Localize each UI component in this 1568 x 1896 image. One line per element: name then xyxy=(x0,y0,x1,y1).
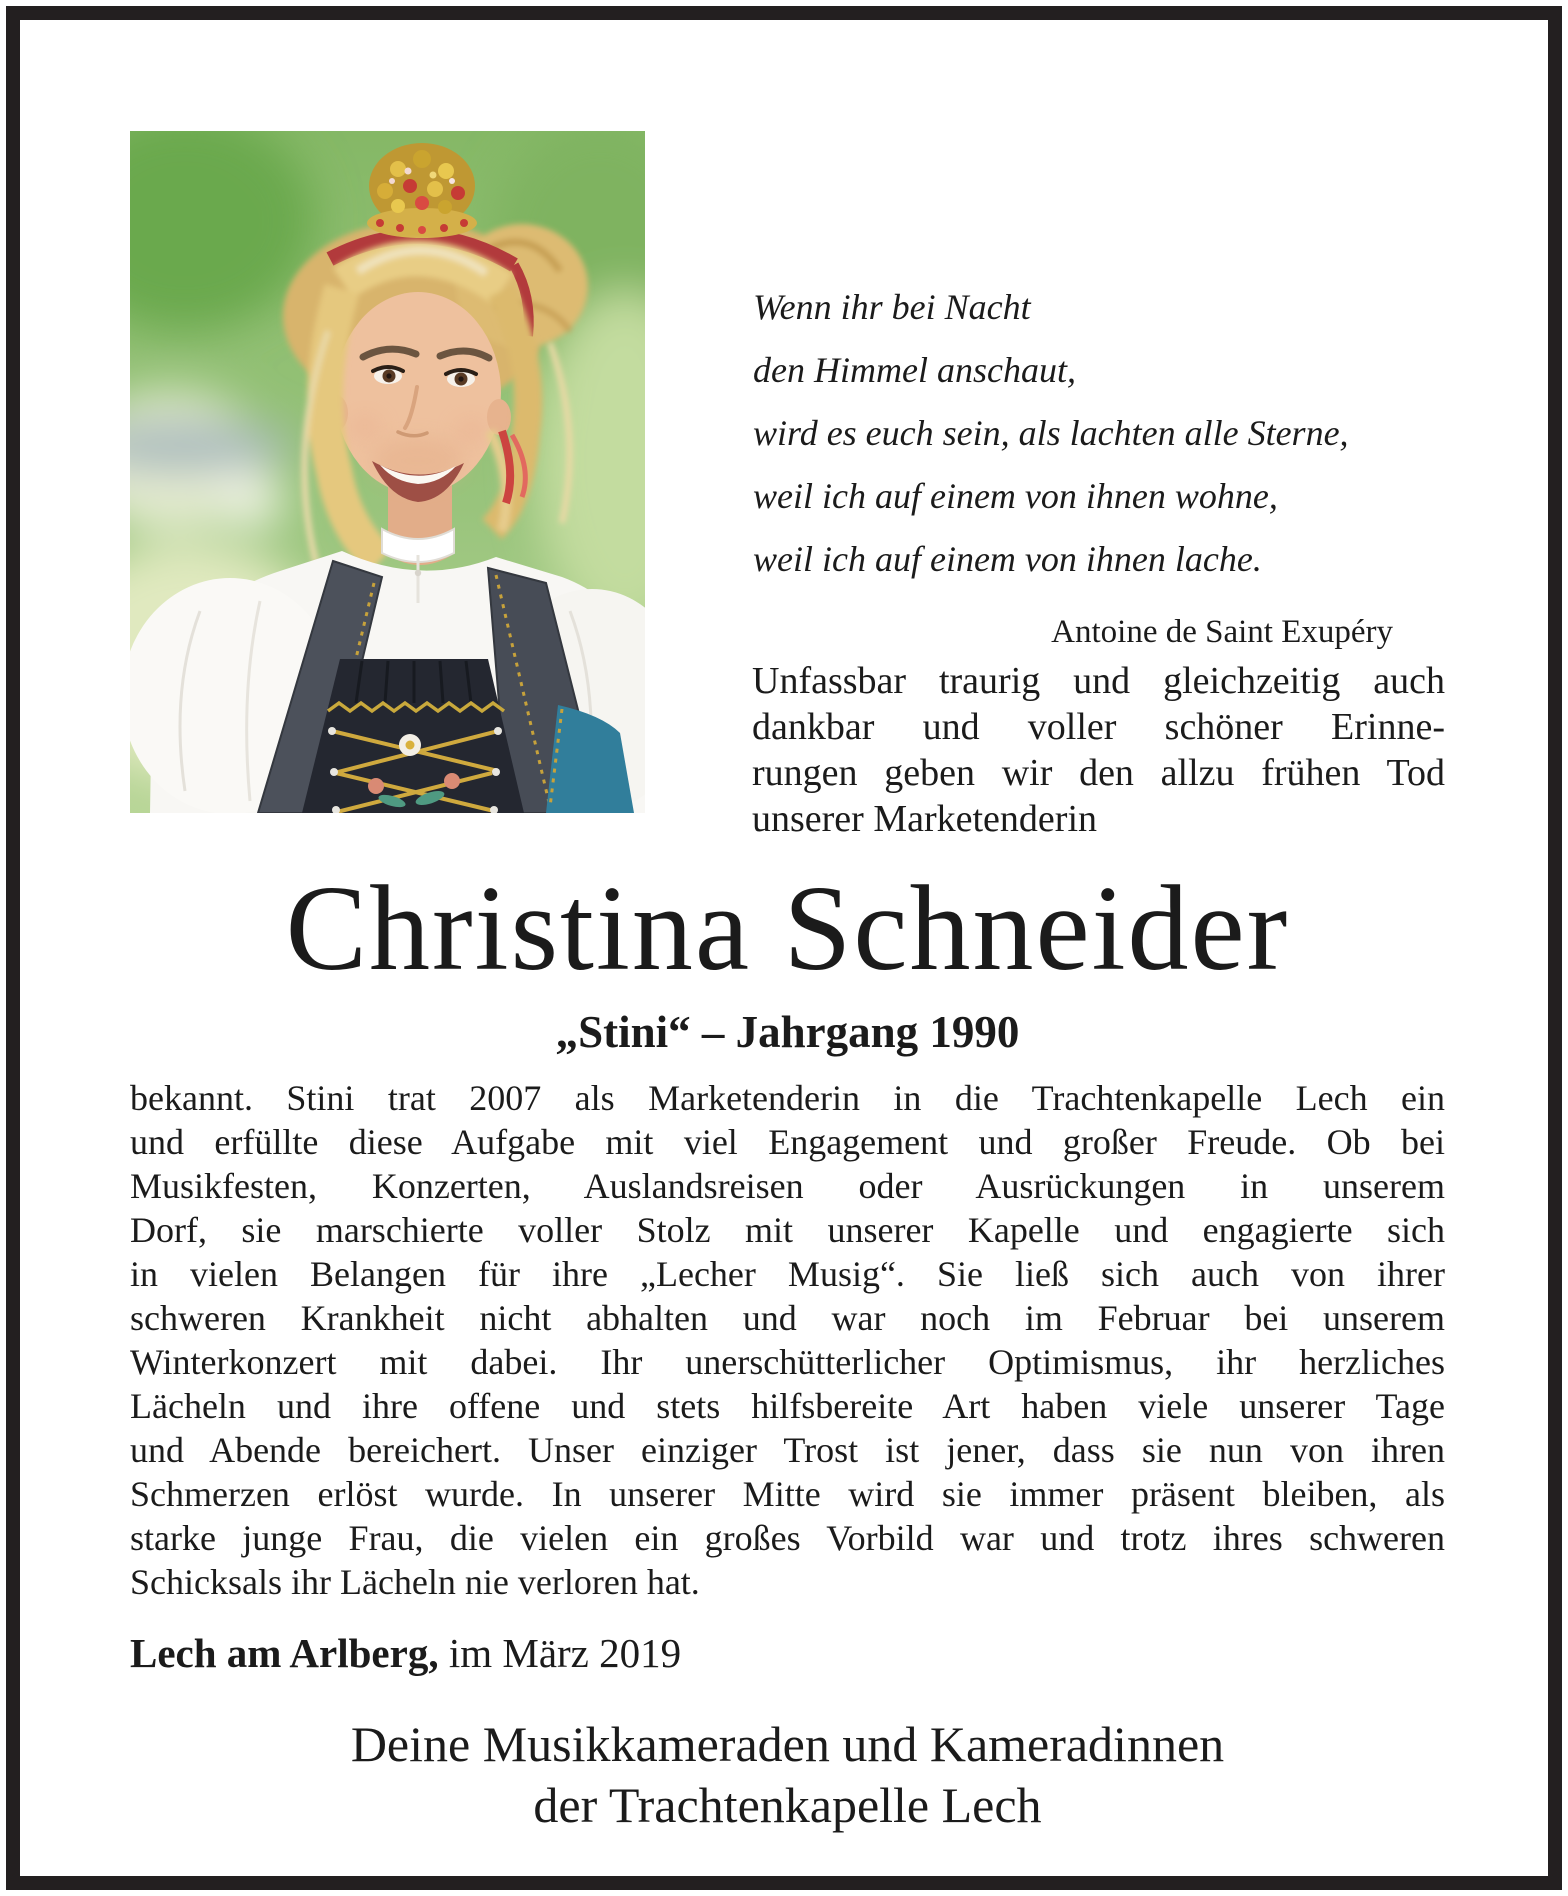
bodice-graphic xyxy=(302,659,524,813)
deceased-name: Christina Schneider xyxy=(285,861,1290,996)
body-line: bekannt. Stini trat 2007 als Marketenderin in die Trachtenkapelle Lech ein xyxy=(130,1078,1445,1118)
intro-line: dankbar und voller schöner Erinne- xyxy=(752,706,1445,748)
portrait-photo-graphic xyxy=(130,131,645,813)
crown-graphic xyxy=(367,143,477,238)
closing-line: Deine Musikkameraden und Kameradinnen xyxy=(350,1716,1225,1772)
body-line: Schicksals ihr Lächeln nie verloren hat. xyxy=(130,1562,700,1602)
quote-line: weil ich auf einem von ihnen wohne, xyxy=(753,476,1278,516)
body-line: Musikfesten, Konzerten, Auslandsreisen oder Ausrückungen in unserem xyxy=(130,1166,1445,1206)
signoff-place: Lech am Arlberg, xyxy=(130,1630,439,1676)
body-line: Dorf, sie marschierte voller Stolz mit unserer Kapelle und engagierte sich xyxy=(130,1210,1445,1250)
quote-attribution: Antoine de Saint Exupéry xyxy=(1051,614,1393,650)
quote-line: den Himmel anschaut, xyxy=(753,350,1076,390)
body-line: und erfüllte diese Aufgabe mit viel Engagement und großer Freude. Ob bei xyxy=(130,1122,1445,1162)
signoff-date: im März 2019 xyxy=(438,1630,682,1676)
nickname-year: „Stini“ – Jahrgang 1990 xyxy=(555,1007,1020,1057)
body-line: und Abende bereichert. Unser einziger Trost ist jener, dass sie nun von ihren xyxy=(130,1430,1445,1470)
closing-block xyxy=(130,1714,1445,1836)
body-line: schweren Krankheit nicht abhalten und war noch im Februar bei unserem xyxy=(130,1298,1445,1338)
signoff-line xyxy=(130,1628,1445,1678)
obituary-body xyxy=(130,1076,1445,1604)
body-line: Lächeln und ihre offene und stets hilfsbereite Art haben viele unserer Tage xyxy=(130,1386,1445,1426)
memorial-quote xyxy=(753,276,1413,591)
quote-line: Wenn ihr bei Nacht xyxy=(753,287,1031,327)
quote-line: wird es euch sein, als lachten alle Sterne, xyxy=(753,413,1349,453)
body-line: Winterkonzert mit dabei. Ihr unerschütterlicher Optimismus, ihr herzliches xyxy=(130,1342,1445,1382)
body-line: Schmerzen erlöst wurde. In unserer Mitte wird sie immer präsent bleiben, als xyxy=(130,1474,1445,1514)
quote-line: weil ich auf einem von ihnen lache. xyxy=(753,539,1262,579)
intro-line: rungen geben wir den allzu frühen Tod xyxy=(752,752,1445,794)
intro-line: Unfassbar traurig und gleichzeitig auch xyxy=(752,660,1445,702)
body-line: starke junge Frau, die vielen ein großes Vorbild war und trotz ihres schweren xyxy=(130,1518,1445,1558)
body-line: in vielen Belangen für ihre „Lecher Musig“. Sie ließ sich auch von ihrer xyxy=(130,1254,1445,1294)
intro-paragraph xyxy=(752,658,1445,842)
intro-line: unserer Marketenderin xyxy=(752,798,1098,840)
portrait-photo xyxy=(130,131,645,813)
closing-line: der Trachtenkapelle Lech xyxy=(533,1777,1042,1833)
